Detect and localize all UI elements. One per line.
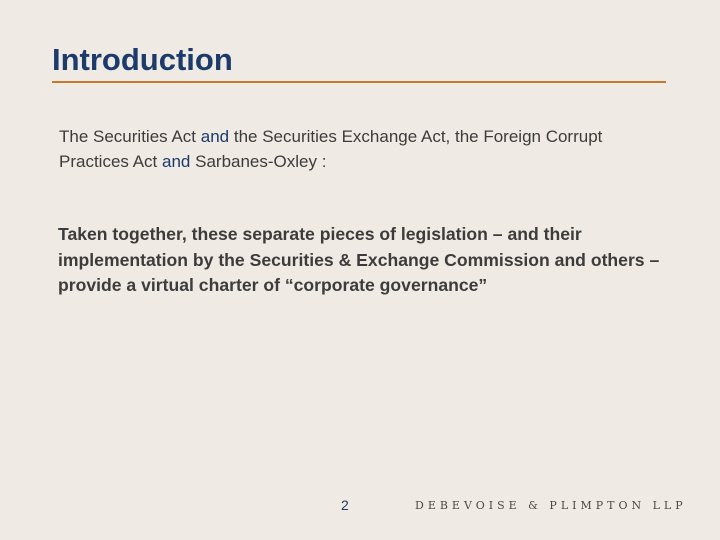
- body-paragraph: Taken together, these separate pieces of legislation – and their implementation by the Securities & Exchange Commission and others – provide a virtual charter of “corporate governance”: [58, 224, 660, 295]
- intro-text: [59, 124, 669, 174]
- slide-title: Introduction: [52, 42, 233, 77]
- intro-and-2: and: [162, 152, 191, 171]
- intro-part-2: the Securities Exchange Act, the Foreign Corrupt Practices Act: [59, 127, 603, 171]
- intro-part-1: The Securities Act: [59, 127, 197, 146]
- firm-logo: [415, 499, 687, 512]
- title-divider: [52, 81, 666, 83]
- intro-part-3: Sarbanes-Oxley :: [195, 152, 327, 171]
- firm-logo-text: DEBEVOISE & PLIMPTON LLP: [415, 499, 687, 512]
- intro-and-1: and: [200, 127, 230, 146]
- page-number: 2: [341, 497, 349, 513]
